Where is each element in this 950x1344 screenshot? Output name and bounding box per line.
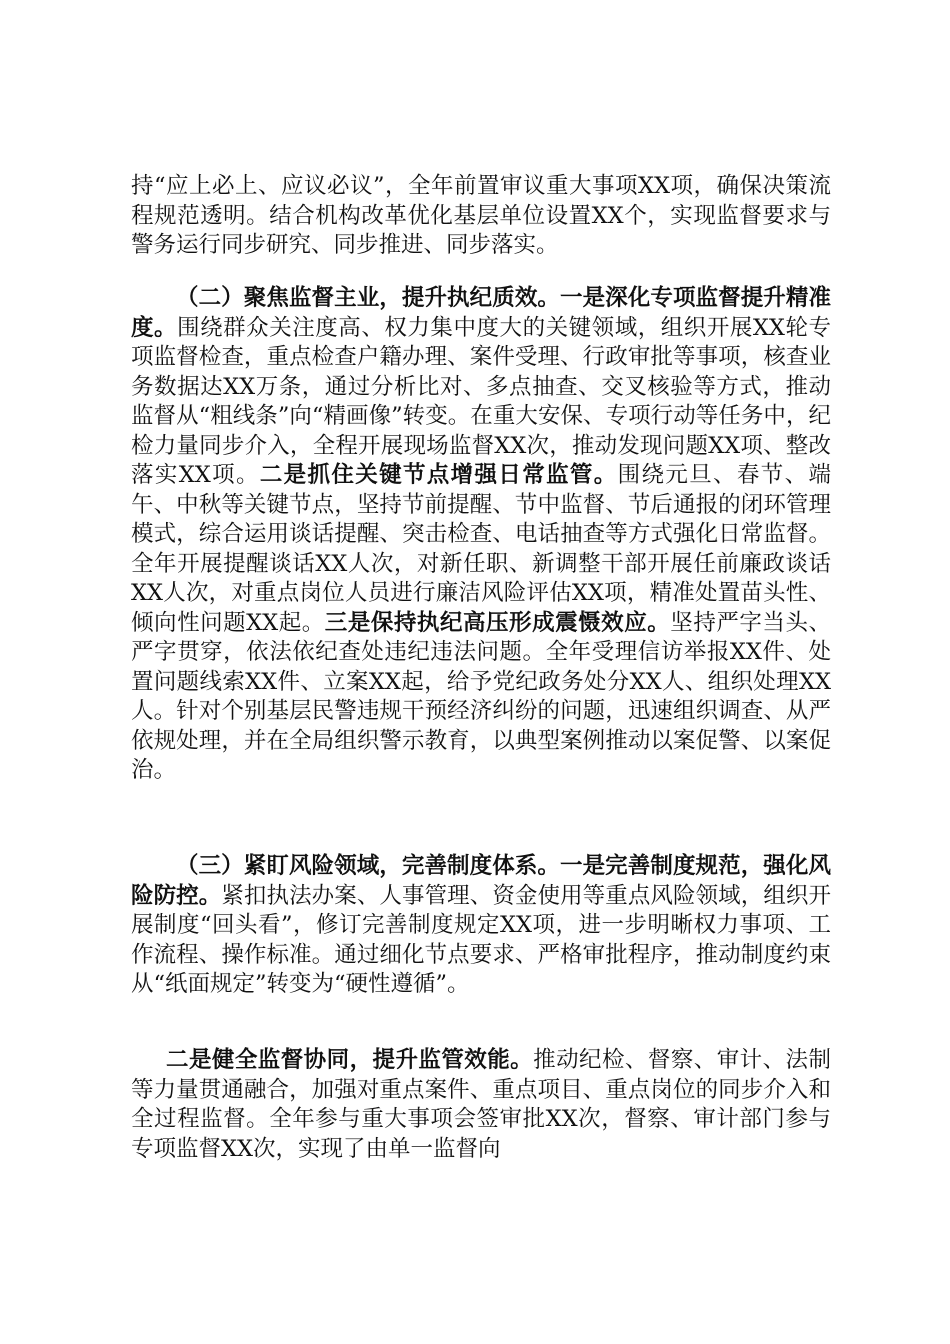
section-heading: （二）聚焦监督主业，提升执纪质效。: [176, 285, 560, 311]
paragraph-text: 推动纪检、督察、审计、法制等力量贯通融合，加强对重点案件、重点项目、重点岗位的同步介入和全过程监督。全年参与重大事项会签审批XX次，督察、审计部门参与专项监督XX次，实现了由单一监督向: [131, 1047, 831, 1162]
paragraph-text: 紧扣执法办案、人事管理、资金使用等重点风险领域，组织开展制度“回头看”，修订完善制度规定XX项，进一步明晰权力事项、工作流程、操作标准。通过细化节点要求、严格审批程序，推动制度约束从“纸面规定”转变为“硬性遵循”。: [131, 882, 831, 997]
section-heading: （三）紧盯风险领域，完善制度体系。: [176, 853, 560, 879]
lead-sentence: 一是完善制度规范，强化风险防控。: [131, 853, 831, 909]
paragraph-continuation: [131, 172, 831, 261]
lead-sentence: 二是抓住关键节点增强日常监管。: [259, 462, 618, 488]
section-two-paragraph: [131, 284, 831, 786]
paragraph-text: 持“应上必上、应议必议”，全年前置审议重大事项XX项，确保决策流程规范透明。结合机构改革优化基层单位设置XX个，实现监督要求与警务运行同步研究、同步推进、同步落实。: [131, 173, 831, 258]
section-three-paragraph: [131, 852, 831, 1000]
supervision-paragraph: [131, 1046, 831, 1164]
paragraph-text: 围绕元旦、春节、端午、中秋等关键节点，坚持节前提醒、节中监督、节后通报的闭环管理模式，综合运用谈话提醒、突击检查、电话抽查等方式强化日常监督。全年开展提醒谈话XX人次，对新任职、新调整干部开展任前廉政谈话XX人次，对重点岗位人员进行廉洁风险评估XX项，精准处置苗头性、倾向性问题XX起。: [131, 462, 831, 636]
paragraph-text: 坚持严字当头、严字贯穿，依法依纪查处违纪违法问题。全年受理信访举报XX件、处置问题线索XX件、立案XX起，给予党纪政务处分XX人、组织处理XX人。针对个别基层民警违规干预经济纠纷的问题，迅速组织调查、从严依规处理，并在全局组织警示教育，以典型案例推动以案促警、以案促治。: [131, 609, 831, 783]
lead-sentence: 一是深化专项监督提升精准度。: [131, 285, 831, 341]
paragraph-text: 围绕群众关注度高、权力集中度大的关键领域，组织开展XX轮专项监督检查，重点检查户籍办理、案件受理、行政审批等事项，核查业务数据达XX万条，通过分析比对、多点抽查、交叉核验等方式，推动监督从“粗线条”向“精画像”转变。在重大安保、专项行动等任务中，纪检力量同步介入，全程开展现场监督XX次，推动发现问题XX项、整改落实XX项。: [131, 314, 831, 488]
lead-sentence: 三是保持执纪高压形成震慑效应。: [324, 609, 671, 636]
lead-sentence: 二是健全监督协同，提升监管效能。: [166, 1047, 534, 1073]
